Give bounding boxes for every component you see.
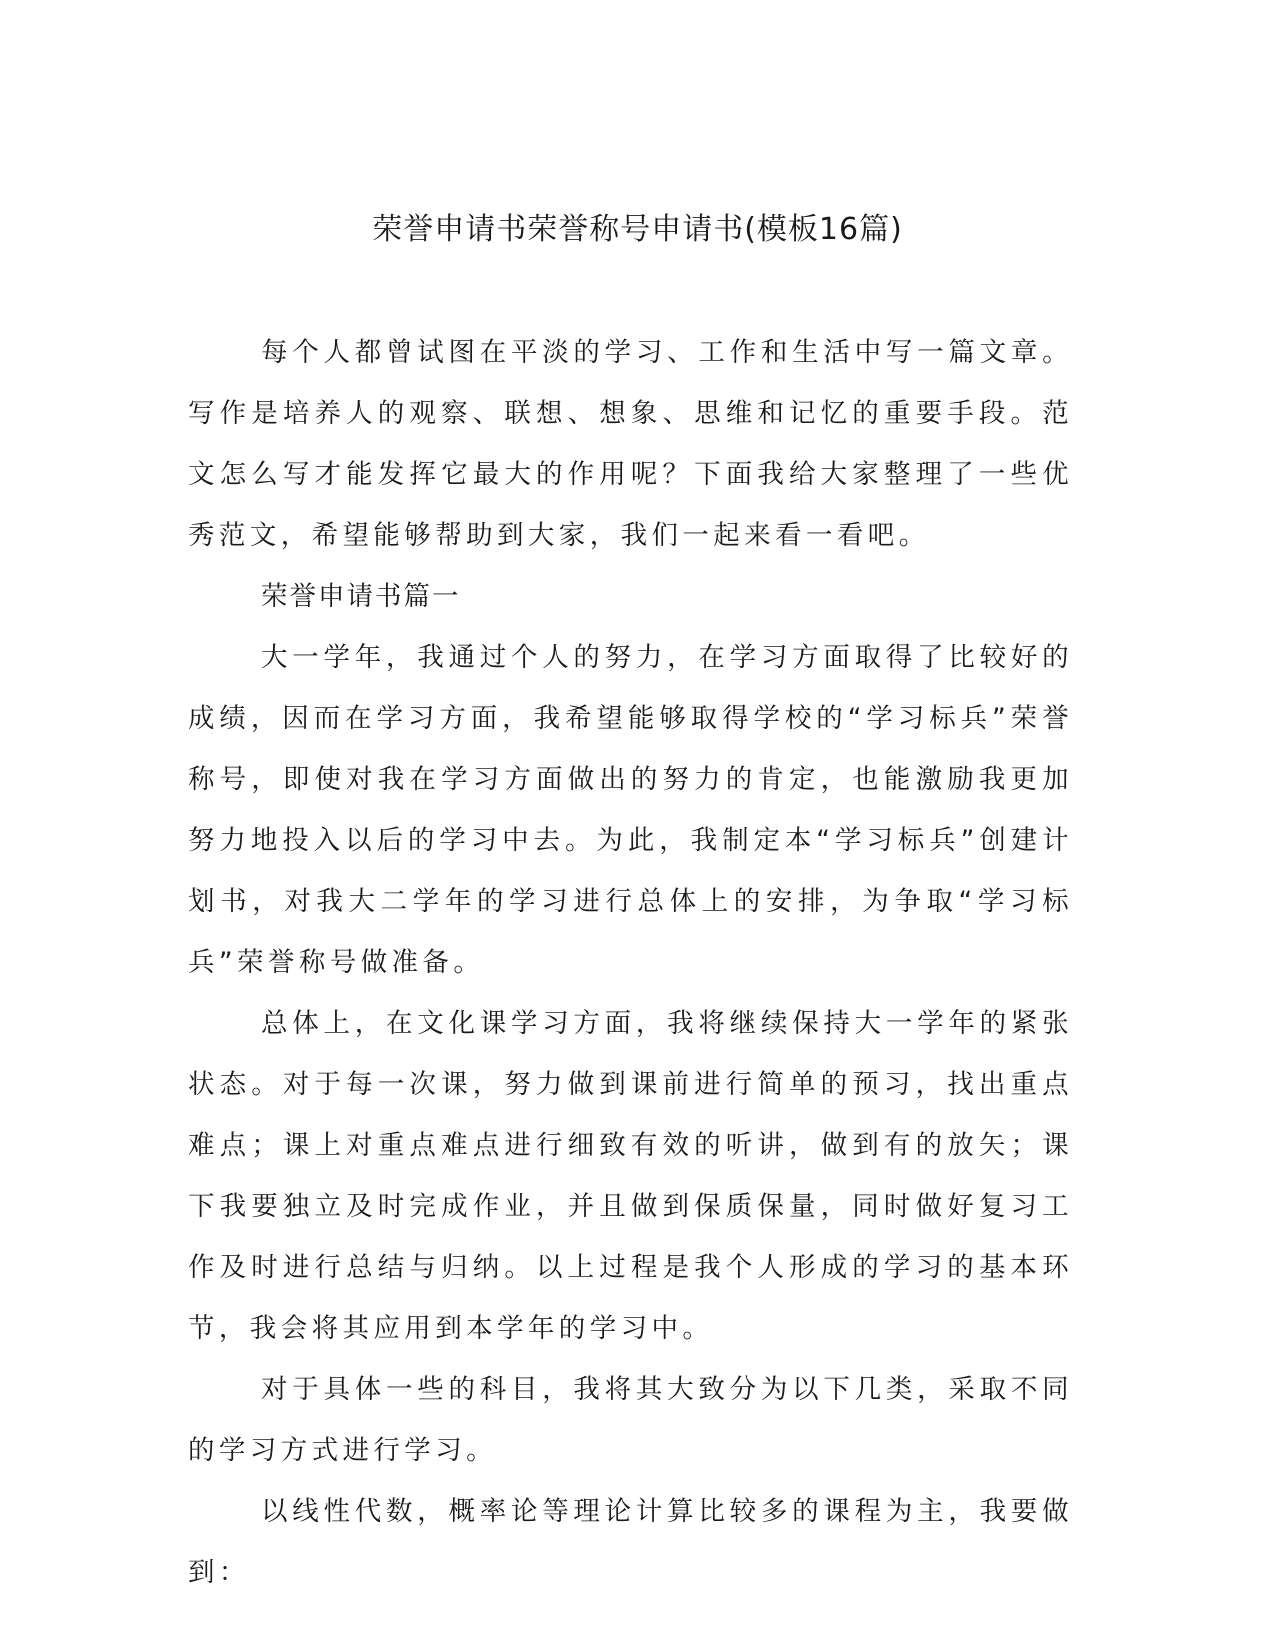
body-paragraph: 总体上，在文化课学习方面，我将继续保持大一学年的紧张状态。对于每一次课，努力做到课前进行简单的预习，找出重点难点；课上对重点难点进行细致有效的听讲，做到有的放矢；课下我要独立及时完成作业，并且做到保质保量，同时做好复习工作及时进行总结与归纳。以上过程是我个人形成的学习的基本环节，我会将其应用到本学年的学习中。	[188, 1008, 1073, 1344]
section-heading: 荣誉申请书篇一	[261, 581, 461, 612]
body-paragraph: 对于具体一些的科目，我将其大致分为以下几类，采取不同的学习方式进行学习。	[188, 1374, 1073, 1466]
intro-paragraph: 每个人都曾试图在平淡的学习、工作和生活中写一篇文章。写作是培养人的观察、联想、想象、思维和记忆的重要手段。范文怎么写才能发挥它最大的作用呢？下面我给大家整理了一些优秀范文，希望能够帮助到大家，我们一起来看一看吧。	[188, 337, 1073, 551]
document-body	[188, 322, 1073, 1603]
body-paragraph: 以线性代数，概率论等理论计算比较多的课程为主，我要做到：	[188, 1496, 1073, 1588]
document-title: 荣誉申请书荣誉称号申请书(模板16篇)	[372, 212, 903, 247]
body-paragraph: 大一学年，我通过个人的努力，在学习方面取得了比较好的成绩，因而在学习方面，我希望能够取得学校的“学习标兵”荣誉称号，即使对我在学习方面做出的努力的肯定，也能激励我更加努力地投入以后的学习中去。为此，我制定本“学习标兵”创建计划书，对我大二学年的学习进行总体上的安排，为争取“学习标兵”荣誉称号做准备。	[188, 642, 1073, 978]
